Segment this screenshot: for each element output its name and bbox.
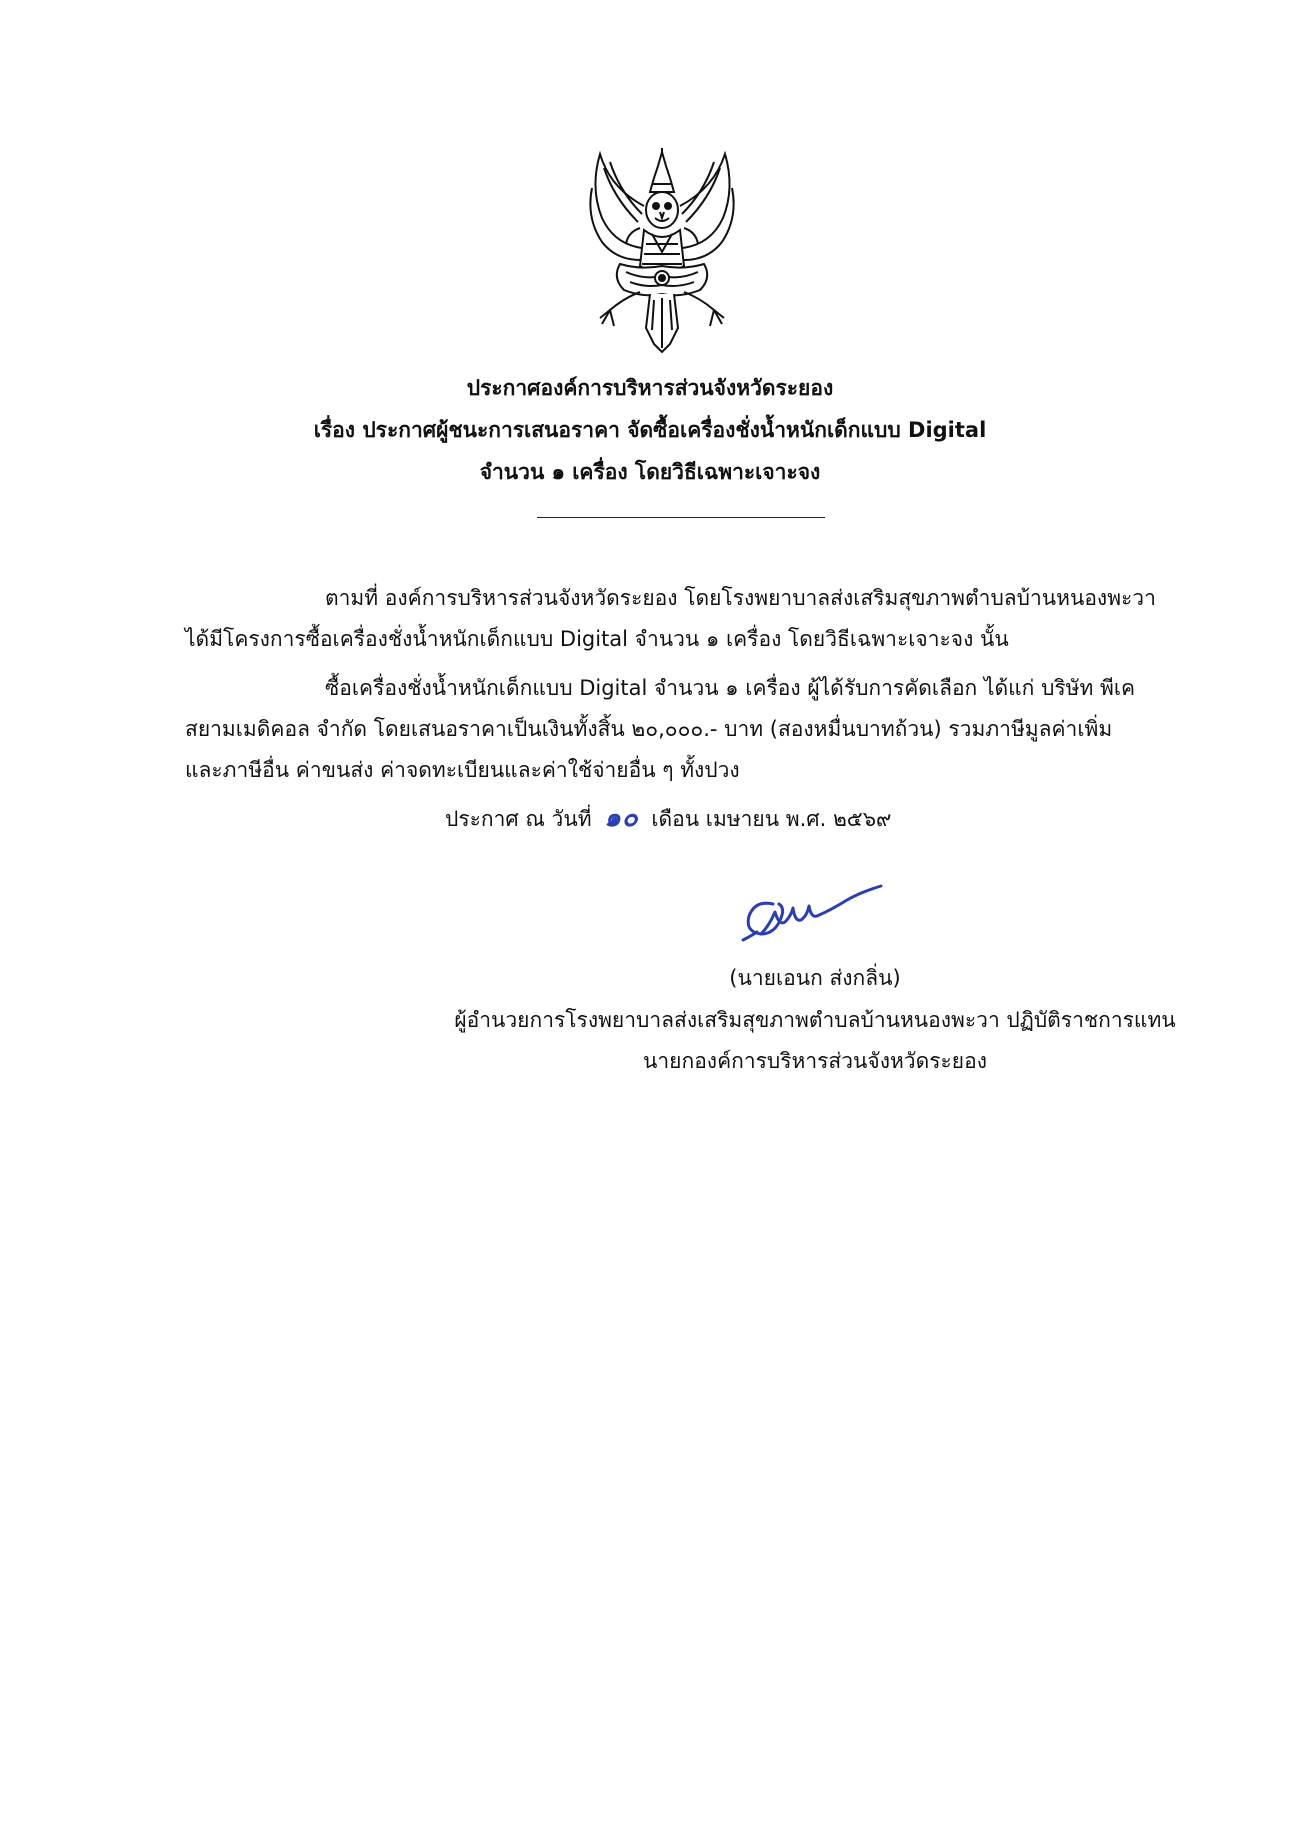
paragraph-line: สยามเมดิคอล จำกัด โดยเสนอราคาเป็นเงินทั้งสิ้น ๒๐,๐๐๐.- บาท (สองหมื่นบาทถ้วน) รวมภาษีมูลค่าเพิ่ม (185, 717, 1113, 741)
date-day: ๑๐ (604, 803, 639, 833)
paragraph-line: และภาษีอื่น ค่าขนส่ง ค่าจดทะเบียนและค่าใช้จ่ายอื่น ๆ ทั้งปวง (185, 758, 740, 782)
paragraph-line: ตามที่ องค์การบริหารส่วนจังหวัดระยอง โดยโรงพยาบาลส่งเสริมสุขภาพตำบลบ้านหนองพะวา (325, 586, 1156, 610)
heading-subject-cont: จำนวน ๑ เครื่อง โดยวิธีเฉพาะเจาะจง (479, 460, 821, 484)
garuda-emblem-icon (580, 148, 745, 358)
handwritten-signature-icon (735, 882, 885, 952)
heading-divider (537, 517, 825, 518)
signer-title-block (165, 1000, 1300, 1082)
date-suffix: เดือน เมษายน พ.ศ. ๒๕๖๙ (651, 807, 892, 831)
signer-name: (นายเอนก ส่งกลิ่น) (729, 966, 901, 990)
paragraph-winner (185, 668, 1175, 791)
date-prefix: ประกาศ ณ วันที่ (445, 807, 592, 831)
paragraph-background (185, 578, 1175, 660)
announcement-date (445, 798, 891, 840)
heading-title: ประกาศองค์การบริหารส่วนจังหวัดระยอง (466, 376, 834, 400)
paragraph-line: ได้มีโครงการซื้อเครื่องชั่งน้ำหนักเด็กแบบ Digital จำนวน ๑ เครื่อง โดยวิธีเฉพาะเจาะจง นั้น (185, 627, 1009, 651)
signer-position: ผู้อำนวยการโรงพยาบาลส่งเสริมสุขภาพตำบลบ้านหนองพะวา ปฏิบัติราชการแทน (454, 1008, 1176, 1032)
signer-name-block (165, 958, 1300, 999)
heading-subject: เรื่อง ประกาศผู้ชนะการเสนอราคา จัดซื้อเครื่องชั่งน้ำหนักเด็กแบบ Digital (313, 418, 987, 442)
signer-authority: นายกองค์การบริหารส่วนจังหวัดระยอง (643, 1049, 987, 1073)
announcement-heading (0, 367, 1300, 493)
paragraph-line: ซื้อเครื่องชั่งน้ำหนักเด็กแบบ Digital จำนวน ๑ เครื่อง ผู้ได้รับการคัดเลือก ได้แก่ บริษัท พีเค (325, 676, 1136, 700)
